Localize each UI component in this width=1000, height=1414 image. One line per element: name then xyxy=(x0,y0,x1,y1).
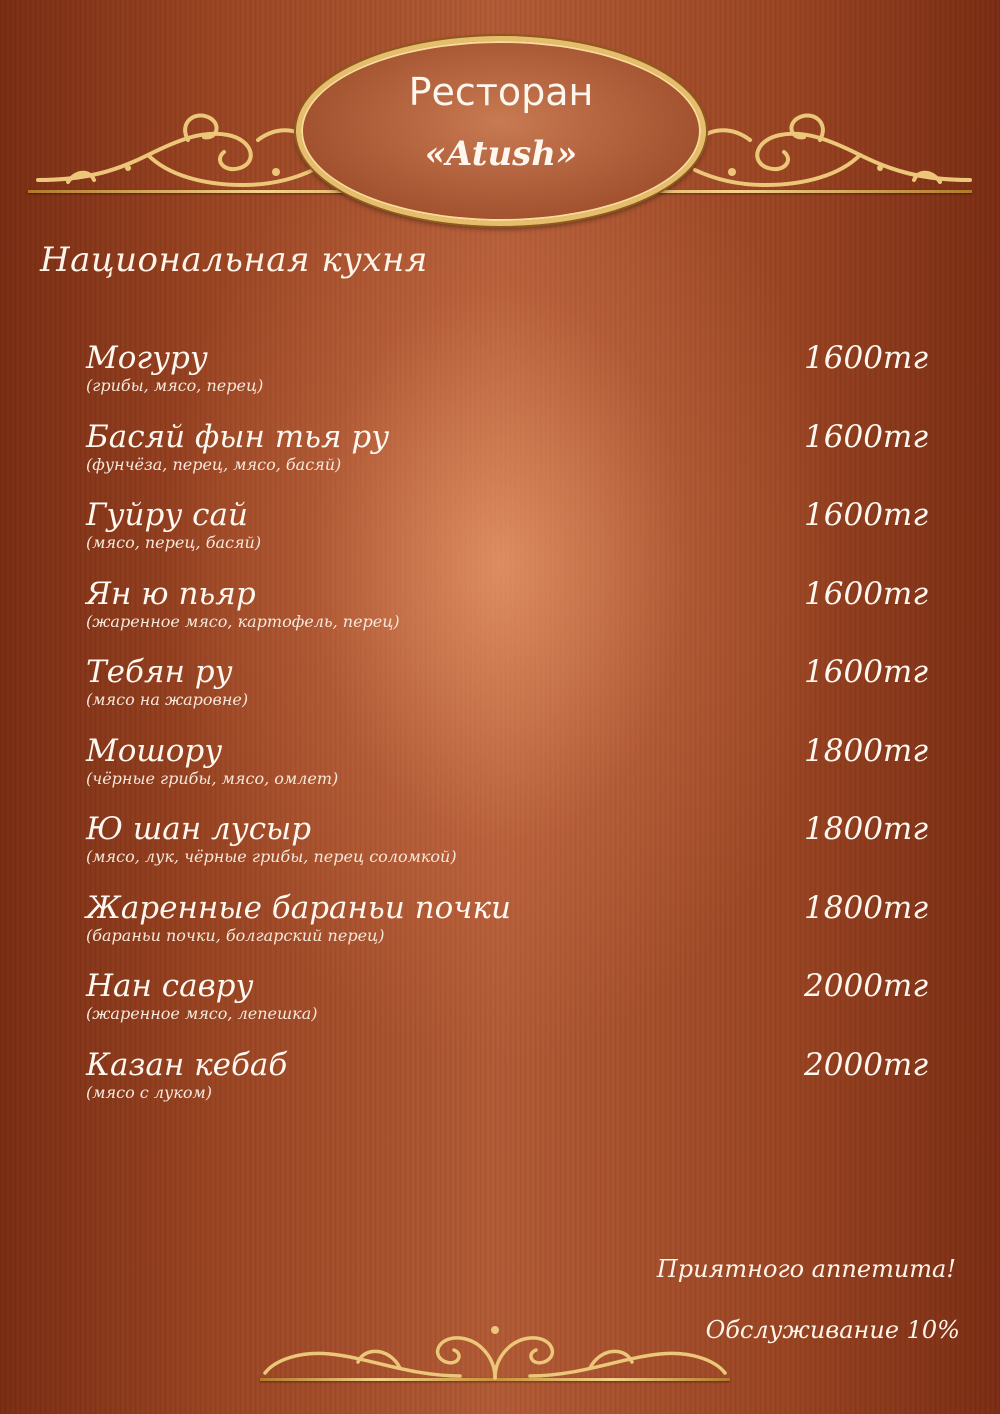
menu-item xyxy=(86,654,936,733)
dish-price: 1600тг xyxy=(804,340,928,376)
dish-name: Мошору xyxy=(86,732,223,769)
dish-price: 1600тг xyxy=(804,575,928,612)
dish-price: 1600тг xyxy=(804,418,928,455)
menu-item xyxy=(86,733,936,812)
bottom-scroll-ornament xyxy=(260,1318,730,1388)
menu-item xyxy=(86,497,936,576)
dish-name: Ян ю пьяр xyxy=(86,575,256,612)
dish-description: (мясо с луком) xyxy=(86,1082,212,1102)
dish-description: (жаренное мясо, картофель, перец) xyxy=(86,611,400,631)
dish-name: Нан савру xyxy=(86,968,254,1004)
dish-description: (бараньи почки, болгарский перец) xyxy=(86,925,385,945)
dish-price: 1800тг xyxy=(804,732,928,769)
dish-name: Могуру xyxy=(86,340,208,376)
dish-name: Казан кебаб xyxy=(86,1046,288,1083)
right-scroll-ornament xyxy=(690,100,980,195)
dish-description: (чёрные грибы, мясо, омлет) xyxy=(86,768,339,788)
dish-price: 1800тг xyxy=(804,811,928,847)
dish-name: Жаренные бараньи почки xyxy=(86,889,512,926)
dish-price: 1800тг xyxy=(804,889,928,926)
dish-price: 1600тг xyxy=(804,654,928,690)
dish-name: Басяй фын тья ру xyxy=(86,418,390,455)
bon-appetit-text: Приятного аппетита! xyxy=(656,1255,956,1283)
dish-description: (фунчёза, перец, мясо, басяй) xyxy=(86,454,342,474)
menu-item xyxy=(86,340,936,419)
left-scroll-ornament xyxy=(28,100,318,195)
menu-item xyxy=(86,968,936,1047)
dish-name: Гуйру сай xyxy=(86,497,248,533)
restaurant-label: Ресторан xyxy=(408,70,594,114)
dish-name: Тебян ру xyxy=(86,654,233,690)
dish-description: (мясо на жаровне) xyxy=(86,690,249,709)
menu-item xyxy=(86,890,936,969)
dish-price: 2000тг xyxy=(804,1046,928,1083)
restaurant-name: «Atush» xyxy=(424,134,578,174)
dish-price: 1600тг xyxy=(804,497,928,533)
menu-item xyxy=(86,811,936,890)
dish-description: (жаренное мясо, лепешка) xyxy=(86,1004,318,1023)
dish-description: (грибы, мясо, перец) xyxy=(86,376,264,395)
service-charge-text: Обслуживание 10% xyxy=(705,1316,960,1344)
menu-item xyxy=(86,1047,936,1126)
dish-description: (мясо, лук, чёрные грибы, перец соломкой) xyxy=(86,847,457,866)
dish-name: Ю шан лусыр xyxy=(86,811,312,847)
dish-price: 2000тг xyxy=(804,968,928,1004)
menu-item xyxy=(86,576,936,655)
menu-item xyxy=(86,419,936,498)
dish-description: (мясо, перец, басяй) xyxy=(86,533,262,552)
menu-list xyxy=(86,340,936,1125)
section-title: Национальная кухня xyxy=(40,240,428,280)
title-medallion xyxy=(296,36,706,226)
